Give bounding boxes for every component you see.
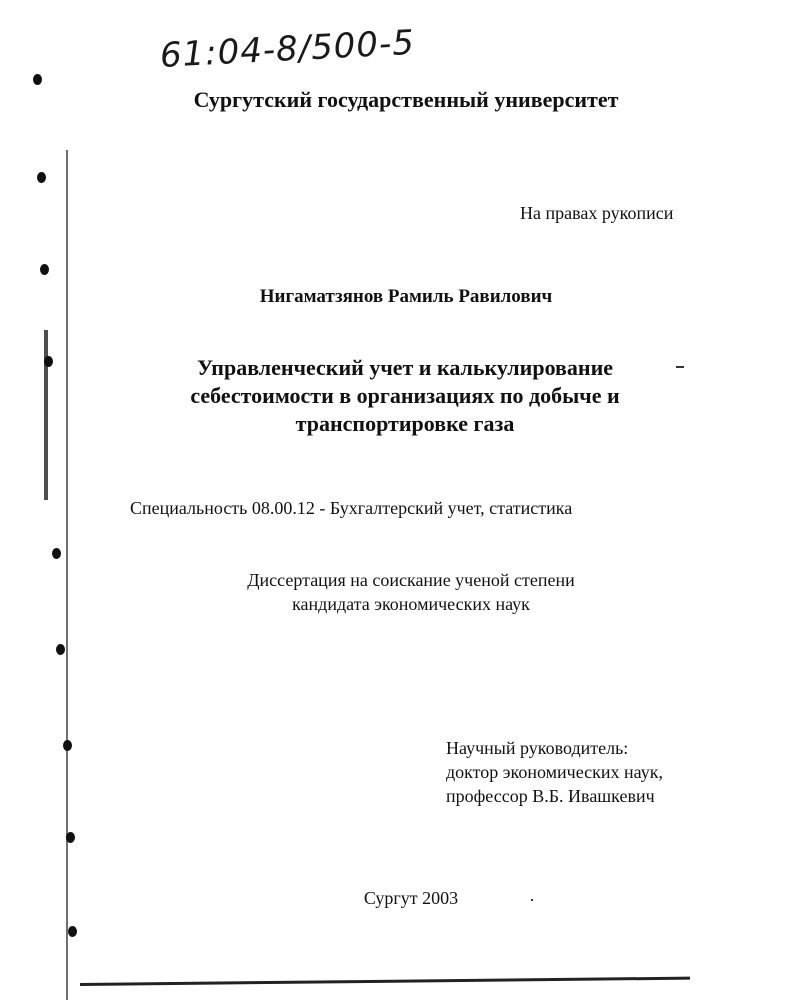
punch-hole [68,926,77,937]
city-year: Сургут 2003 [363,888,459,908]
punch-hole [40,264,49,275]
degree-statement [0,568,794,616]
bottom-edge-line [80,977,690,986]
rights-note: На правах рукописи [520,203,674,223]
degree-line: Диссертация на соискание ученой степени [247,570,575,590]
specialty: Специальность 08.00.12 - Бухгалтерский учет, статистика [130,498,573,518]
scientific-advisor [446,736,663,808]
punch-hole [52,548,61,559]
advisor-line: Научный руководитель: [446,738,629,758]
advisor-line: доктор экономических наук, [446,762,663,782]
title-line: себестоимости в организациях по добыче и [190,383,620,408]
punch-hole [66,832,75,843]
university-name: Сургутский государственный университет [193,87,619,112]
advisor-line: профессор В.Б. Ивашкевич [446,786,655,806]
archive-stamp: 61:04-8/500-5 [158,22,416,76]
dissertation-title [0,354,794,438]
punch-hole [37,172,46,183]
title-line: транспортировке газа [295,411,515,436]
punch-hole [63,740,72,751]
degree-line: кандидата экономических наук [292,594,530,614]
punch-hole [56,644,65,655]
punch-hole [33,74,42,85]
author-name: Нигаматзянов Рамиль Равилович [259,286,553,307]
title-line: Управленческий учет и калькулирование [196,355,614,380]
